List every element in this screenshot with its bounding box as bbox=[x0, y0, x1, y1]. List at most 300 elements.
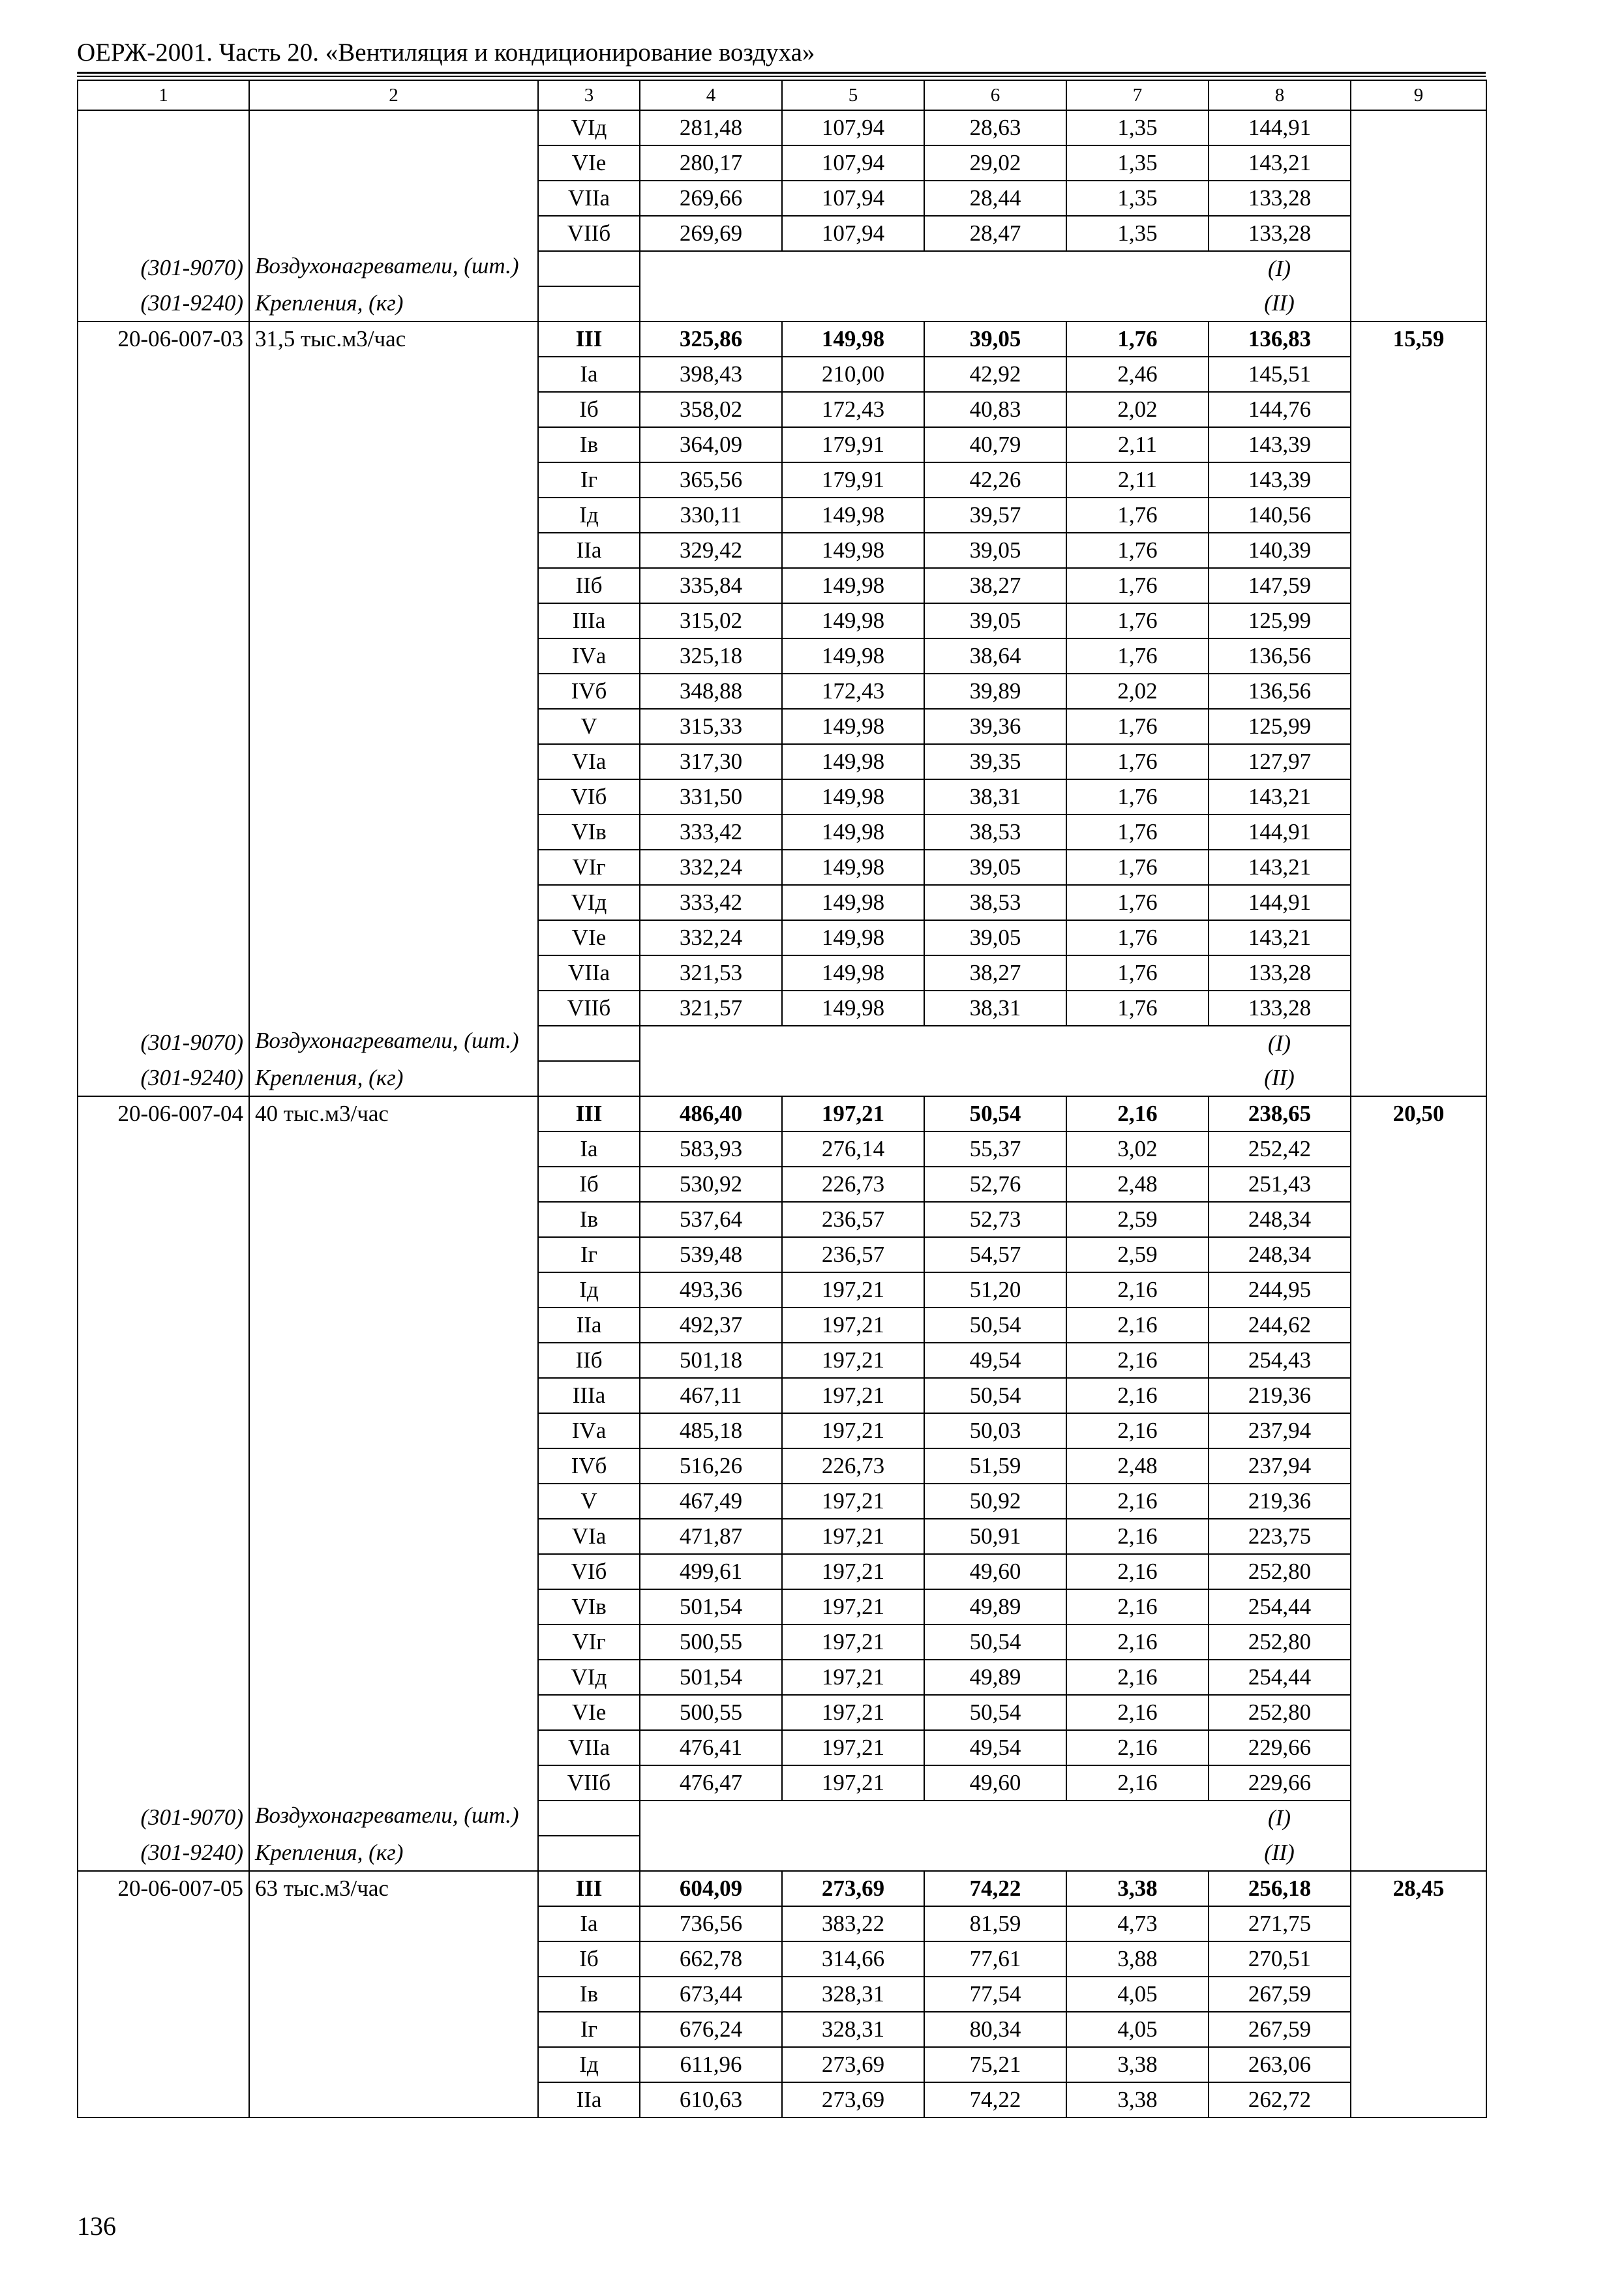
value-cell: 1,76 bbox=[1066, 991, 1209, 1026]
resource-row bbox=[78, 1061, 1486, 1096]
value-cell: 133,28 bbox=[1209, 955, 1351, 991]
value-cell: 267,59 bbox=[1209, 2012, 1351, 2047]
item-code bbox=[78, 1413, 249, 1448]
value-cell: 42,26 bbox=[924, 462, 1066, 498]
value-cell: 252,80 bbox=[1209, 1624, 1351, 1660]
value-cell: 662,78 bbox=[640, 1941, 782, 1977]
zone-label: VIIб bbox=[538, 1765, 640, 1801]
value-cell: 1,76 bbox=[1066, 568, 1209, 603]
value-cell: 42,92 bbox=[924, 357, 1066, 392]
value-cell: 219,36 bbox=[1209, 1378, 1351, 1413]
empty-cell bbox=[782, 1026, 924, 1061]
item-name bbox=[249, 638, 538, 674]
table-row bbox=[78, 850, 1486, 885]
total-cell bbox=[1351, 779, 1486, 815]
value-cell: 144,91 bbox=[1209, 110, 1351, 145]
empty-cell bbox=[640, 1801, 782, 1836]
item-name: 31,5 тыс.м3/час bbox=[249, 322, 538, 357]
value-cell: 610,63 bbox=[640, 2082, 782, 2117]
value-cell: 133,28 bbox=[1209, 991, 1351, 1026]
table-row bbox=[78, 1413, 1486, 1448]
value-cell: 197,21 bbox=[782, 1413, 924, 1448]
column-number: 7 bbox=[1066, 80, 1209, 110]
value-cell: 172,43 bbox=[782, 392, 924, 427]
empty-cell bbox=[538, 1801, 640, 1836]
zone-label: V bbox=[538, 709, 640, 744]
value-cell: 50,54 bbox=[924, 1096, 1066, 1131]
value-cell: 38,31 bbox=[924, 779, 1066, 815]
zone-label: VIIб bbox=[538, 991, 640, 1026]
value-cell: 2,16 bbox=[1066, 1730, 1209, 1765]
table-row bbox=[78, 1765, 1486, 1801]
value-cell: 3,88 bbox=[1066, 1941, 1209, 1977]
value-cell: 328,31 bbox=[782, 1977, 924, 2012]
value-cell: 2,16 bbox=[1066, 1378, 1209, 1413]
value-cell: 40,79 bbox=[924, 427, 1066, 462]
zone-label: IVб bbox=[538, 1448, 640, 1484]
total-cell bbox=[1351, 145, 1486, 181]
item-name bbox=[249, 181, 538, 216]
value-cell: 197,21 bbox=[782, 1272, 924, 1308]
value-cell: 29,02 bbox=[924, 145, 1066, 181]
value-cell: 501,54 bbox=[640, 1589, 782, 1624]
zone-label: VIIа bbox=[538, 181, 640, 216]
value-cell: 50,54 bbox=[924, 1378, 1066, 1413]
value-cell: 149,98 bbox=[782, 638, 924, 674]
value-cell: 50,54 bbox=[924, 1308, 1066, 1343]
value-cell: 2,16 bbox=[1066, 1589, 1209, 1624]
value-cell: 51,59 bbox=[924, 1448, 1066, 1484]
value-cell: 321,57 bbox=[640, 991, 782, 1026]
item-code: 20-06-007-03 bbox=[78, 322, 249, 357]
table-row bbox=[78, 1871, 1486, 1906]
total-cell bbox=[1351, 1977, 1486, 2012]
value-cell: 1,35 bbox=[1066, 181, 1209, 216]
column-number: 2 bbox=[249, 80, 538, 110]
item-name bbox=[249, 920, 538, 955]
item-name bbox=[249, 2012, 538, 2047]
value-cell: 223,75 bbox=[1209, 1519, 1351, 1554]
value-cell: 269,69 bbox=[640, 216, 782, 251]
zone-label: VIв bbox=[538, 815, 640, 850]
value-cell: 179,91 bbox=[782, 462, 924, 498]
value-cell: 281,48 bbox=[640, 110, 782, 145]
zone-label: IVа bbox=[538, 638, 640, 674]
item-name bbox=[249, 709, 538, 744]
total-cell bbox=[1351, 1202, 1486, 1237]
value-cell: 144,76 bbox=[1209, 392, 1351, 427]
value-cell: 39,05 bbox=[924, 920, 1066, 955]
item-code bbox=[78, 1906, 249, 1941]
resource-name: Крепления, (кг) bbox=[249, 1836, 538, 1871]
value-cell: 236,57 bbox=[782, 1202, 924, 1237]
value-cell: 2,11 bbox=[1066, 462, 1209, 498]
resource-row bbox=[78, 1836, 1486, 1871]
value-cell: 149,98 bbox=[782, 779, 924, 815]
zone-label: VIIа bbox=[538, 1730, 640, 1765]
item-name bbox=[249, 498, 538, 533]
table-row bbox=[78, 322, 1486, 357]
value-cell: 254,43 bbox=[1209, 1343, 1351, 1378]
table-row bbox=[78, 392, 1486, 427]
value-cell: 51,20 bbox=[924, 1272, 1066, 1308]
total-cell bbox=[1351, 1378, 1486, 1413]
empty-cell bbox=[640, 1836, 782, 1871]
table-row bbox=[78, 1589, 1486, 1624]
value-cell: 2,16 bbox=[1066, 1272, 1209, 1308]
item-code bbox=[78, 815, 249, 850]
empty-cell bbox=[924, 1801, 1066, 1836]
value-cell: 74,22 bbox=[924, 2082, 1066, 2117]
item-code bbox=[78, 709, 249, 744]
value-cell: 1,76 bbox=[1066, 638, 1209, 674]
table-row bbox=[78, 533, 1486, 568]
item-name: 63 тыс.м3/час bbox=[249, 1871, 538, 1906]
item-name: 40 тыс.м3/час bbox=[249, 1096, 538, 1131]
value-cell: 149,98 bbox=[782, 603, 924, 638]
empty-cell bbox=[640, 1026, 782, 1061]
value-cell: 500,55 bbox=[640, 1624, 782, 1660]
value-cell: 611,96 bbox=[640, 2047, 782, 2082]
resource-code: (301-9240) bbox=[78, 286, 249, 322]
resource-name: Воздухонагреватели, (шт.) bbox=[249, 1026, 538, 1061]
total-cell bbox=[1351, 744, 1486, 779]
empty-cell bbox=[538, 251, 640, 286]
zone-label: Iа bbox=[538, 1131, 640, 1167]
empty-cell bbox=[924, 286, 1066, 322]
value-cell: 317,30 bbox=[640, 744, 782, 779]
value-cell: 2,16 bbox=[1066, 1554, 1209, 1589]
item-name bbox=[249, 1941, 538, 1977]
value-cell: 276,14 bbox=[782, 1131, 924, 1167]
table-row bbox=[78, 1484, 1486, 1519]
total-cell: 28,45 bbox=[1351, 1871, 1486, 1906]
value-cell: 2,16 bbox=[1066, 1413, 1209, 1448]
value-cell: 254,44 bbox=[1209, 1589, 1351, 1624]
total-cell bbox=[1351, 1167, 1486, 1202]
total-cell bbox=[1351, 1308, 1486, 1343]
value-cell: 248,34 bbox=[1209, 1202, 1351, 1237]
table-row bbox=[78, 638, 1486, 674]
value-cell: 107,94 bbox=[782, 145, 924, 181]
value-cell: 136,56 bbox=[1209, 674, 1351, 709]
value-cell: 49,89 bbox=[924, 1660, 1066, 1695]
table-row bbox=[78, 885, 1486, 920]
page-number: 136 bbox=[77, 2211, 116, 2241]
empty-cell bbox=[924, 251, 1066, 286]
value-cell: 2,16 bbox=[1066, 1624, 1209, 1660]
value-cell: 332,24 bbox=[640, 850, 782, 885]
item-name bbox=[249, 744, 538, 779]
empty-cell bbox=[782, 1836, 924, 1871]
zone-label: VIб bbox=[538, 779, 640, 815]
table-row bbox=[78, 920, 1486, 955]
table-row bbox=[78, 815, 1486, 850]
table-row bbox=[78, 357, 1486, 392]
value-cell: 107,94 bbox=[782, 110, 924, 145]
value-cell: 28,63 bbox=[924, 110, 1066, 145]
zone-label: IIб bbox=[538, 568, 640, 603]
value-cell: 52,73 bbox=[924, 1202, 1066, 1237]
value-cell: 197,21 bbox=[782, 1554, 924, 1589]
value-cell: 1,76 bbox=[1066, 322, 1209, 357]
empty-cell bbox=[1351, 1836, 1486, 1871]
empty-cell bbox=[1066, 286, 1209, 322]
value-cell: 143,21 bbox=[1209, 850, 1351, 885]
empty-cell bbox=[1066, 1061, 1209, 1096]
value-cell: 50,91 bbox=[924, 1519, 1066, 1554]
value-cell: 398,43 bbox=[640, 357, 782, 392]
item-name bbox=[249, 1765, 538, 1801]
value-cell: 3,02 bbox=[1066, 1131, 1209, 1167]
value-cell: 236,57 bbox=[782, 1237, 924, 1272]
table-row bbox=[78, 744, 1486, 779]
item-name bbox=[249, 1448, 538, 1484]
header-rule bbox=[77, 76, 1486, 77]
item-name bbox=[249, 885, 538, 920]
value-cell: 4,73 bbox=[1066, 1906, 1209, 1941]
empty-cell bbox=[640, 286, 782, 322]
value-cell: 2,59 bbox=[1066, 1237, 1209, 1272]
value-cell: 197,21 bbox=[782, 1484, 924, 1519]
zone-label: VIа bbox=[538, 744, 640, 779]
empty-cell bbox=[538, 1061, 640, 1096]
value-cell: 2,16 bbox=[1066, 1343, 1209, 1378]
total-cell bbox=[1351, 568, 1486, 603]
value-cell: 383,22 bbox=[782, 1906, 924, 1941]
zone-label: Iв bbox=[538, 1977, 640, 2012]
item-name bbox=[249, 1378, 538, 1413]
total-cell bbox=[1351, 674, 1486, 709]
empty-cell bbox=[1351, 251, 1486, 286]
empty-cell bbox=[924, 1836, 1066, 1871]
value-cell: 2,16 bbox=[1066, 1695, 1209, 1730]
value-cell: 736,56 bbox=[640, 1906, 782, 1941]
resource-row bbox=[78, 1026, 1486, 1061]
resource-value: (I) bbox=[1268, 1030, 1291, 1056]
value-cell: 38,27 bbox=[924, 568, 1066, 603]
item-code bbox=[78, 357, 249, 392]
table-row bbox=[78, 1202, 1486, 1237]
table-body bbox=[78, 80, 1486, 2117]
empty-cell bbox=[1351, 286, 1486, 322]
value-cell: 143,39 bbox=[1209, 462, 1351, 498]
item-code bbox=[78, 1237, 249, 1272]
zone-label: VIв bbox=[538, 1589, 640, 1624]
value-cell: 144,91 bbox=[1209, 815, 1351, 850]
table-row bbox=[78, 181, 1486, 216]
item-name bbox=[249, 1484, 538, 1519]
item-code bbox=[78, 1131, 249, 1167]
item-name bbox=[249, 110, 538, 145]
value-cell: 333,42 bbox=[640, 815, 782, 850]
item-name bbox=[249, 1660, 538, 1695]
zone-label: Iб bbox=[538, 1941, 640, 1977]
item-name bbox=[249, 1695, 538, 1730]
zone-label: V bbox=[538, 1484, 640, 1519]
item-code bbox=[78, 955, 249, 991]
table-row bbox=[78, 779, 1486, 815]
empty-cell bbox=[1066, 1026, 1209, 1061]
item-code bbox=[78, 427, 249, 462]
item-code bbox=[78, 1624, 249, 1660]
item-code bbox=[78, 603, 249, 638]
value-cell: 273,69 bbox=[782, 2047, 924, 2082]
value-cell: 238,65 bbox=[1209, 1096, 1351, 1131]
value-cell: 2,16 bbox=[1066, 1484, 1209, 1519]
value-cell: 197,21 bbox=[782, 1308, 924, 1343]
value-cell: 39,57 bbox=[924, 498, 1066, 533]
item-code bbox=[78, 1202, 249, 1237]
resource-value: (II) bbox=[1264, 1840, 1295, 1865]
resource-name: Воздухонагреватели, (шт.) bbox=[249, 1801, 538, 1836]
value-cell: 81,59 bbox=[924, 1906, 1066, 1941]
value-cell: 133,28 bbox=[1209, 181, 1351, 216]
total-cell bbox=[1351, 1237, 1486, 1272]
item-name bbox=[249, 1343, 538, 1378]
item-code bbox=[78, 1730, 249, 1765]
item-name bbox=[249, 1237, 538, 1272]
value-cell: 314,66 bbox=[782, 1941, 924, 1977]
table-row bbox=[78, 1378, 1486, 1413]
value-cell: 143,21 bbox=[1209, 779, 1351, 815]
item-name bbox=[249, 392, 538, 427]
value-cell: 149,98 bbox=[782, 850, 924, 885]
table-row bbox=[78, 1519, 1486, 1554]
value-cell: 2,16 bbox=[1066, 1519, 1209, 1554]
total-cell bbox=[1351, 1131, 1486, 1167]
value-cell: 49,60 bbox=[924, 1554, 1066, 1589]
value-cell: 501,54 bbox=[640, 1660, 782, 1695]
empty-cell bbox=[924, 1061, 1066, 1096]
value-cell: 172,43 bbox=[782, 674, 924, 709]
value-cell: 149,98 bbox=[782, 955, 924, 991]
value-cell: 147,59 bbox=[1209, 568, 1351, 603]
value-cell: 4,05 bbox=[1066, 1977, 1209, 2012]
zone-label: Iб bbox=[538, 392, 640, 427]
zone-label: III bbox=[538, 1871, 640, 1906]
value-cell: 149,98 bbox=[782, 815, 924, 850]
table-row bbox=[78, 1660, 1486, 1695]
total-cell bbox=[1351, 850, 1486, 885]
value-cell: 2,48 bbox=[1066, 1448, 1209, 1484]
value-cell: 49,60 bbox=[924, 1765, 1066, 1801]
total-cell bbox=[1351, 392, 1486, 427]
item-code bbox=[78, 991, 249, 1026]
value-cell: 2,16 bbox=[1066, 1096, 1209, 1131]
item-code bbox=[78, 1378, 249, 1413]
value-cell: 197,21 bbox=[782, 1730, 924, 1765]
value-cell: 500,55 bbox=[640, 1695, 782, 1730]
value-cell: 226,73 bbox=[782, 1448, 924, 1484]
value-cell: 539,48 bbox=[640, 1237, 782, 1272]
zone-label: IIIа bbox=[538, 603, 640, 638]
item-code: 20-06-007-05 bbox=[78, 1871, 249, 1906]
total-cell bbox=[1351, 2047, 1486, 2082]
item-code bbox=[78, 216, 249, 251]
value-cell: 237,94 bbox=[1209, 1448, 1351, 1484]
zone-label: Iг bbox=[538, 2012, 640, 2047]
item-name bbox=[249, 1308, 538, 1343]
value-cell: 136,83 bbox=[1209, 322, 1351, 357]
empty-cell bbox=[1066, 1836, 1209, 1871]
resource-code: (301-9070) bbox=[78, 1801, 249, 1836]
zone-label: VIе bbox=[538, 145, 640, 181]
value-cell: 1,76 bbox=[1066, 533, 1209, 568]
empty-cell bbox=[640, 251, 782, 286]
value-cell: 229,66 bbox=[1209, 1765, 1351, 1801]
value-cell: 328,31 bbox=[782, 2012, 924, 2047]
table-row bbox=[78, 1554, 1486, 1589]
item-name bbox=[249, 533, 538, 568]
item-code bbox=[78, 920, 249, 955]
value-cell: 485,18 bbox=[640, 1413, 782, 1448]
table-row bbox=[78, 427, 1486, 462]
value-cell: 75,21 bbox=[924, 2047, 1066, 2082]
total-cell bbox=[1351, 1554, 1486, 1589]
zone-label: Iа bbox=[538, 357, 640, 392]
value-cell: 3,38 bbox=[1066, 2047, 1209, 2082]
table-row bbox=[78, 1448, 1486, 1484]
item-code bbox=[78, 2082, 249, 2117]
value-cell: 52,76 bbox=[924, 1167, 1066, 1202]
column-number: 1 bbox=[78, 80, 249, 110]
value-cell: 145,51 bbox=[1209, 357, 1351, 392]
item-code bbox=[78, 145, 249, 181]
zone-label: VIд bbox=[538, 1660, 640, 1695]
value-cell: 358,02 bbox=[640, 392, 782, 427]
item-code bbox=[78, 462, 249, 498]
value-cell: 252,42 bbox=[1209, 1131, 1351, 1167]
item-code bbox=[78, 1272, 249, 1308]
total-cell bbox=[1351, 1484, 1486, 1519]
total-cell bbox=[1351, 1413, 1486, 1448]
value-cell: 1,76 bbox=[1066, 920, 1209, 955]
total-cell bbox=[1351, 498, 1486, 533]
value-cell: 149,98 bbox=[782, 498, 924, 533]
resource-value: (II) bbox=[1264, 1065, 1295, 1090]
value-cell: 49,54 bbox=[924, 1343, 1066, 1378]
value-cell: 149,98 bbox=[782, 568, 924, 603]
item-name bbox=[249, 1413, 538, 1448]
value-cell: 149,98 bbox=[782, 709, 924, 744]
empty-cell bbox=[1066, 1801, 1209, 1836]
table-row bbox=[78, 462, 1486, 498]
total-cell bbox=[1351, 533, 1486, 568]
value-cell: 537,64 bbox=[640, 1202, 782, 1237]
item-name bbox=[249, 216, 538, 251]
item-code bbox=[78, 2047, 249, 2082]
header-rule bbox=[77, 72, 1486, 74]
value-cell: 1,76 bbox=[1066, 850, 1209, 885]
value-cell: 55,37 bbox=[924, 1131, 1066, 1167]
zone-label: Iв bbox=[538, 427, 640, 462]
value-cell: 365,56 bbox=[640, 462, 782, 498]
table-row bbox=[78, 568, 1486, 603]
value-cell: 28,44 bbox=[924, 181, 1066, 216]
value-cell: 1,76 bbox=[1066, 744, 1209, 779]
total-cell bbox=[1351, 110, 1486, 145]
table-row bbox=[78, 991, 1486, 1026]
total-cell: 20,50 bbox=[1351, 1096, 1486, 1131]
value-cell: 2,46 bbox=[1066, 357, 1209, 392]
zone-label: IIа bbox=[538, 533, 640, 568]
value-cell: 197,21 bbox=[782, 1589, 924, 1624]
value-cell: 492,37 bbox=[640, 1308, 782, 1343]
empty-cell bbox=[538, 1836, 640, 1871]
empty-cell bbox=[782, 286, 924, 322]
value-cell: 280,17 bbox=[640, 145, 782, 181]
